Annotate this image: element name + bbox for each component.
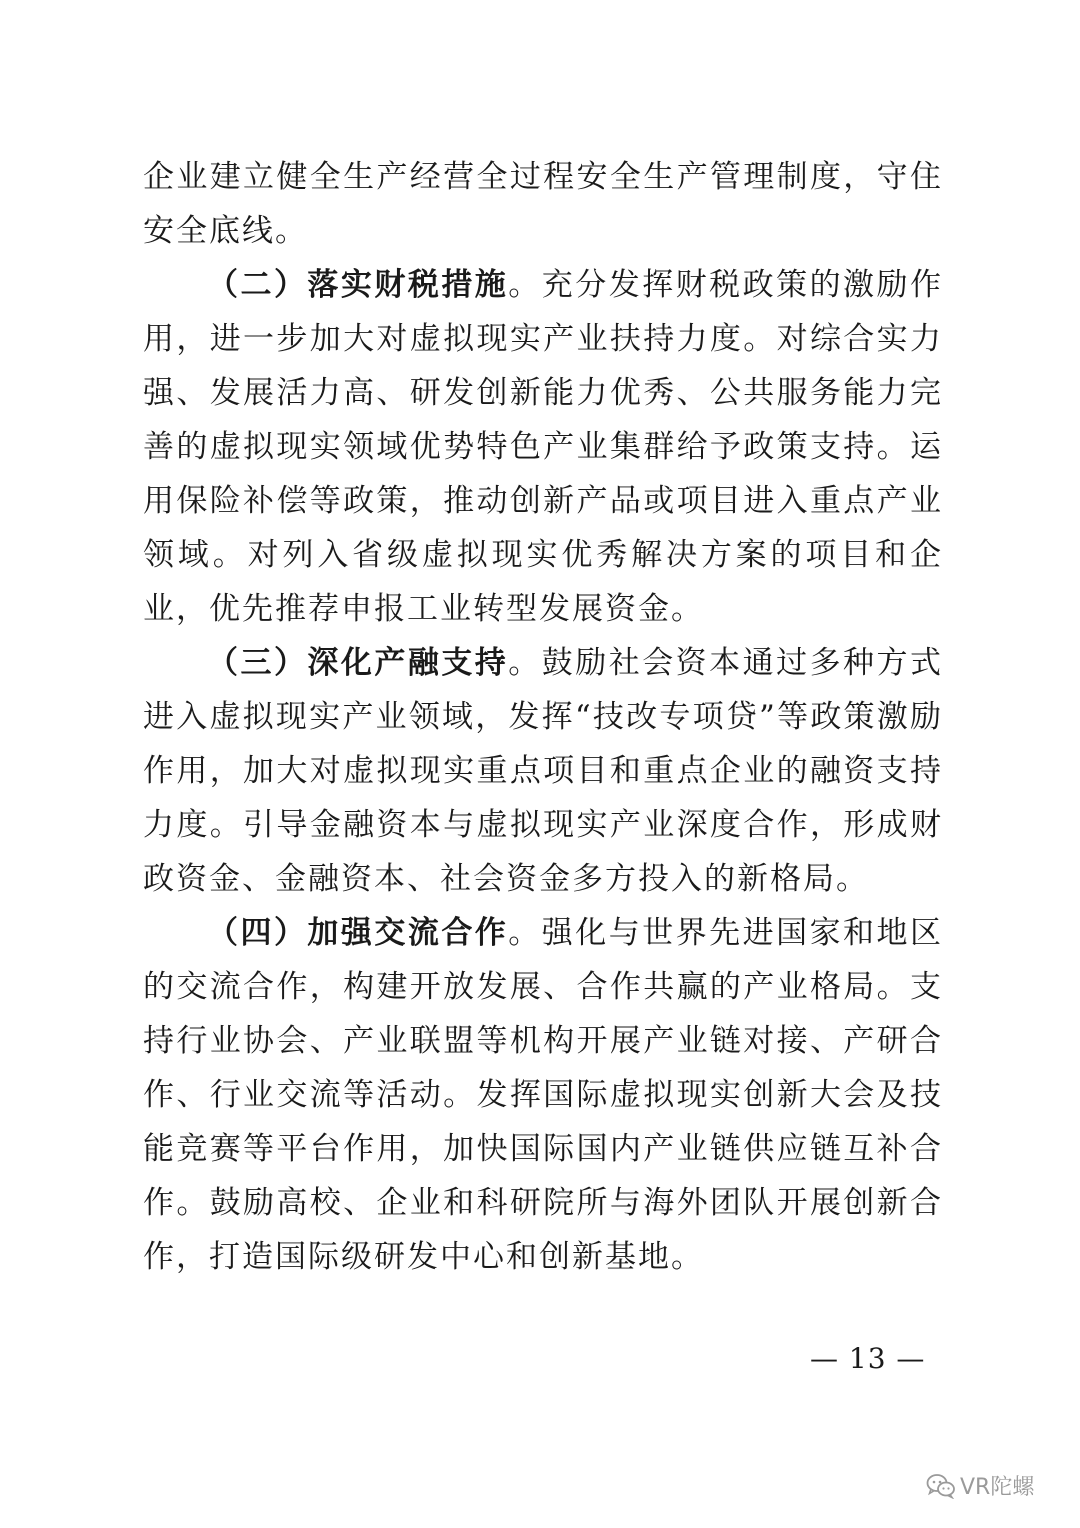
paragraph-exchange-cooperation bbox=[143, 906, 943, 1284]
paragraph-text: 。充分发挥财税政策的激励作用，进一步加大对虚拟现实产业扶持力度。对综合实力强、发展活力高、研发创新能力优秀、公共服务能力完善的虚拟现实领域优势特色产业集群给予政策支持。运用保险补偿等政策，推动创新产品或项目进入重点产业领域。对列入省级虚拟现实优秀解决方案的项目和企业，优先推荐申报工业转型发展资金。 bbox=[143, 267, 944, 627]
paragraph-finance-support bbox=[143, 636, 943, 906]
paragraph-text: 企业建立健全生产经营全过程安全生产管理制度，守住安全底线。 bbox=[143, 159, 943, 249]
page-number: — 13 — bbox=[810, 1342, 926, 1375]
section-heading: （二）落实财税措施 bbox=[207, 267, 509, 303]
section-heading: （三）深化产融支持 bbox=[207, 645, 509, 681]
paragraph-text: 。鼓励社会资本通过多种方式进入虚拟现实产业领域，发挥“技改专项贷”等政策激励作用，加大对虚拟现实重点项目和重点企业的融资支持力度。引导金融资本与虚拟现实产业深度合作，形成财政资金、金融资本、社会资金多方投入的新格局。 bbox=[143, 645, 944, 897]
section-heading: （四）加强交流合作 bbox=[207, 915, 509, 951]
document-body bbox=[143, 150, 943, 1284]
wechat-icon bbox=[926, 1473, 956, 1499]
paragraph-continuation bbox=[143, 150, 943, 258]
paragraph-fiscal-measures bbox=[143, 258, 943, 636]
watermark bbox=[926, 1470, 1034, 1501]
paragraph-text: 。强化与世界先进国家和地区的交流合作，构建开放发展、合作共赢的产业格局。支持行业协会、产业联盟等机构开展产业链对接、产研合作、行业交流等活动。发挥国际虚拟现实创新大会及技能竞赛等平台作用，加快国际国内产业链供应链互补合作。鼓励高校、企业和科研院所与海外团队开展创新合作，打造国际级研发中心和创新基地。 bbox=[143, 915, 944, 1275]
watermark-text: VR陀螺 bbox=[960, 1475, 1035, 1500]
